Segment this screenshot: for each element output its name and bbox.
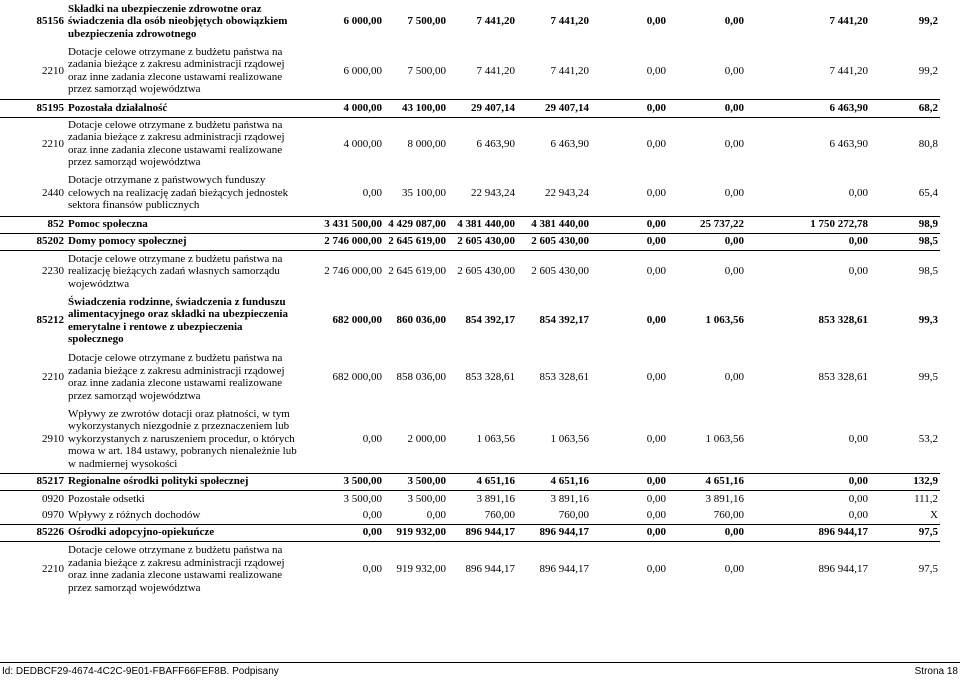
amount-cell: 0,00 [362,563,382,575]
row-description: Dotacje celowe otrzymane z budżetu państwa na zadania bieżące z zakresu administracji rządowej oraz inne zadania zlecone ustawami realizowane przez samorząd województwa [68,544,285,594]
amount-cell: 4 651,16 [517,473,591,490]
amount-cell: 7 441,20 [550,64,589,77]
amount-cell: 0,00 [724,265,744,277]
amount-cell: 682 000,00 [332,314,382,327]
classification-code: 85212 [36,314,64,327]
amount-cell: 0,00 [746,473,870,490]
amount-cell: 4 000,00 [343,137,382,150]
amount-cell: 7 441,20 [476,15,515,28]
amount-cell: 0,00 [646,432,666,445]
amount-cell: 896 944,17 [539,563,589,575]
percent-cell: 80,8 [918,137,938,150]
percent-cell: X [930,509,938,521]
percent-cell: 97,5 [918,563,938,575]
amount-cell: 0,00 [646,563,666,575]
table-row [0,473,940,490]
amount-cell: 0,00 [646,509,666,521]
amount-cell: 853 328,61 [539,370,589,383]
amount-cell: 0,00 [646,64,666,77]
amount-cell: 0,00 [724,15,744,28]
amount-cell: 0,00 [646,314,666,327]
amount-cell: 2 605 430,00 [517,233,591,250]
amount-cell: 7 500,00 [407,15,446,28]
amount-cell: 853 328,61 [465,370,515,383]
amount-cell: 7 441,20 [829,15,868,28]
amount-cell: 7 441,20 [550,15,589,28]
amount-cell: 1 063,56 [705,432,744,445]
amount-cell: 853 328,61 [818,314,868,327]
amount-cell: 0,00 [646,265,666,277]
classification-code: 2210 [42,137,64,150]
amount-cell: 1 063,56 [550,432,589,445]
classification-code: 85156 [36,15,64,28]
page-footer [0,662,960,680]
amount-cell: 2 645 619,00 [384,233,448,250]
amount-cell: 0,00 [724,137,744,150]
percent-cell: 65,4 [918,186,938,199]
amount-cell: 29 407,14 [517,99,591,117]
amount-cell: 3 431 500,00 [300,216,384,233]
amount-cell: 860 036,00 [396,314,446,327]
row-description: Pomoc społeczna [66,216,300,233]
row-description: Domy pomocy społecznej [66,233,300,250]
amount-cell: 6 463,90 [746,99,870,117]
classification-code: 2210 [42,64,64,77]
amount-cell: 0,00 [591,524,668,541]
amount-cell: 0,00 [362,509,382,521]
classification-code: 2230 [42,265,64,277]
amount-cell: 3 500,00 [407,492,446,505]
amount-cell: 43 100,00 [384,99,448,117]
percent-cell: 99,3 [918,314,938,327]
amount-cell: 8 000,00 [407,137,446,150]
table-row [0,292,940,349]
amount-cell: 2 605 430,00 [457,265,515,277]
page-number: Strona 18 [914,666,958,677]
percent-cell: 98,9 [870,216,940,233]
amount-cell: 896 944,17 [746,524,870,541]
amount-cell: 0,00 [362,432,382,445]
classification-code: 85195 [0,99,66,117]
classification-code: 852 [0,216,66,233]
classification-code: 2210 [42,563,64,575]
amount-cell: 4 381 440,00 [448,216,517,233]
percent-cell: 97,5 [870,524,940,541]
row-description: Składki na ubezpieczenie zdrowotne oraz świadczenia dla osób nieobjętych obowiązkiem ubezpieczenia zdrowotnego [68,2,288,40]
document-id: Id: DEDBCF29-4674-4C2C-9E01-FBAFF66FEF8B. Podpisany [2,666,279,677]
amount-cell: 3 891,16 [550,492,589,505]
table-row [0,541,940,597]
amount-cell: 0,00 [591,473,668,490]
amount-cell: 22 943,24 [545,186,589,199]
amount-cell: 0,00 [668,524,746,541]
amount-cell: 760,00 [713,509,744,521]
percent-cell: 98,5 [918,265,938,277]
amount-cell: 0,00 [646,137,666,150]
amount-cell: 22 943,24 [471,186,515,199]
amount-cell: 0,00 [746,233,870,250]
table-row [0,117,940,170]
percent-cell: 68,2 [870,99,940,117]
amount-cell: 0,00 [724,186,744,199]
amount-cell: 896 944,17 [517,524,591,541]
classification-code: 2910 [42,432,64,445]
row-description: Wpływy z różnych dochodów [68,509,201,521]
amount-cell: 3 500,00 [343,492,382,505]
amount-cell: 853 328,61 [818,370,868,383]
amount-cell: 2 000,00 [407,432,446,445]
amount-cell: 858 036,00 [396,370,446,383]
amount-cell: 6 463,90 [550,137,589,150]
amount-cell: 0,00 [646,15,666,28]
amount-cell: 0,00 [646,492,666,505]
amount-cell: 4 000,00 [300,99,384,117]
table-row [0,405,940,473]
table-row [0,216,940,233]
table-row [0,349,940,405]
row-description: Wpływy ze zwrotów dotacji oraz płatności, w tym wykorzystanych niezgodnie z przeznaczeniem lub wykorzystanych z naruszeniem procedur, o których mowa w art. 184 ustawy, pobranych nienależnie lub w nadmiernej wysokości [68,407,297,470]
amount-cell: 29 407,14 [448,99,517,117]
percent-cell: 99,2 [918,15,938,28]
classification-code: 0970 [42,509,64,521]
amount-cell: 2 746 000,00 [324,265,382,277]
amount-cell: 0,00 [848,492,868,505]
amount-cell: 2 605 430,00 [531,265,589,277]
table-row [0,170,940,216]
amount-cell: 7 441,20 [829,64,868,77]
percent-cell: 132,9 [870,473,940,490]
amount-cell: 0,00 [848,186,868,199]
row-description: Pozostała działalność [66,99,300,117]
amount-cell: 6 463,90 [476,137,515,150]
amount-cell: 4 381 440,00 [517,216,591,233]
amount-cell: 0,00 [362,186,382,199]
row-description: Świadczenia rodzinne, świadczenia z funduszu alimentacyjnego oraz składki na ubezpieczenia emerytalne i rentowe z ubezpieczenia społecznego [68,295,288,345]
amount-cell: 0,00 [668,233,746,250]
percent-cell: 99,5 [918,370,938,383]
amount-cell: 0,00 [724,370,744,383]
table-row [0,524,940,541]
amount-cell: 919 932,00 [396,563,446,575]
amount-cell: 1 063,56 [705,314,744,327]
row-description: Dotacje celowe otrzymane z budżetu państwa na zadania bieżące z zakresu administracji rządowej oraz inne zadania zlecone ustawami realizowane przez samorząd województwa [68,352,285,402]
table-row [0,507,940,524]
amount-cell: 0,00 [848,432,868,445]
amount-cell: 0,00 [724,64,744,77]
amount-cell: 854 392,17 [465,314,515,327]
amount-cell: 760,00 [484,509,515,521]
classification-code: 2440 [42,186,64,199]
amount-cell: 3 891,16 [705,492,744,505]
amount-cell: 854 392,17 [539,314,589,327]
row-description: Regionalne ośrodki polityki społecznej [66,473,300,490]
amount-cell: 2 645 619,00 [388,265,446,277]
classification-code: 85202 [0,233,66,250]
amount-cell: 0,00 [724,563,744,575]
amount-cell: 760,00 [558,509,589,521]
classification-code: 85226 [0,524,66,541]
table-row [0,0,940,43]
amount-cell: 896 944,17 [818,563,868,575]
amount-cell: 0,00 [300,524,384,541]
amount-cell: 1 750 272,78 [746,216,870,233]
amount-cell: 2 746 000,00 [300,233,384,250]
percent-cell: 53,2 [918,432,938,445]
amount-cell: 0,00 [591,216,668,233]
amount-cell: 0,00 [591,99,668,117]
amount-cell: 35 100,00 [402,186,446,199]
percent-cell: 111,2 [914,492,938,505]
amount-cell: 4 651,16 [668,473,746,490]
amount-cell: 7 500,00 [407,64,446,77]
amount-cell: 0,00 [848,265,868,277]
row-description: Dotacje celowe otrzymane z budżetu państwa na zadania bieżące z zakresu administracji rządowej oraz inne zadania zlecone ustawami realizowane przez samorząd województwa [68,118,285,169]
amount-cell: 2 605 430,00 [448,233,517,250]
amount-cell: 6 463,90 [829,137,868,150]
amount-cell: 6 000,00 [343,15,382,28]
row-description: Dotacje celowe otrzymane z budżetu państwa na zadania bieżące z zakresu administracji rządowej oraz inne zadania zlecone ustawami realizowane przez samorząd województwa [68,45,285,96]
amount-cell: 3 891,16 [476,492,515,505]
amount-cell: 919 932,00 [384,524,448,541]
classification-code: 85217 [0,473,66,490]
amount-cell: 1 063,56 [476,432,515,445]
amount-cell: 0,00 [646,186,666,199]
row-description: Dotacje otrzymane z państwowych funduszy celowych na realizację zadań bieżących jednostek sektora finansów publicznych [68,174,289,211]
row-description: Ośrodki adopcyjno-opiekuńcze [66,524,300,541]
classification-code: 0920 [42,492,64,505]
amount-cell: 3 500,00 [300,473,384,490]
amount-cell: 896 944,17 [465,563,515,575]
classification-code: 2210 [42,370,64,383]
amount-cell: 0,00 [646,370,666,383]
amount-cell: 3 500,00 [384,473,448,490]
amount-cell: 25 737,22 [668,216,746,233]
amount-cell: 7 441,20 [476,64,515,77]
percent-cell: 99,2 [918,64,938,77]
percent-cell: 98,5 [870,233,940,250]
table-row [0,43,940,99]
amount-cell: 6 000,00 [343,64,382,77]
amount-cell: 682 000,00 [332,370,382,383]
row-description: Pozostałe odsetki [68,492,145,505]
table-row [0,99,940,117]
table-row [0,233,940,250]
amount-cell: 0,00 [426,509,446,521]
amount-cell: 4 651,16 [448,473,517,490]
table-row [0,490,940,507]
amount-cell: 4 429 087,00 [384,216,448,233]
amount-cell: 896 944,17 [448,524,517,541]
amount-cell: 0,00 [668,99,746,117]
amount-cell: 0,00 [848,509,868,521]
table-row [0,250,940,292]
amount-cell: 0,00 [591,233,668,250]
row-description: Dotacje celowe otrzymane z budżetu państwa na realizację bieżących zadań własnych samorządu województwa [68,252,283,290]
